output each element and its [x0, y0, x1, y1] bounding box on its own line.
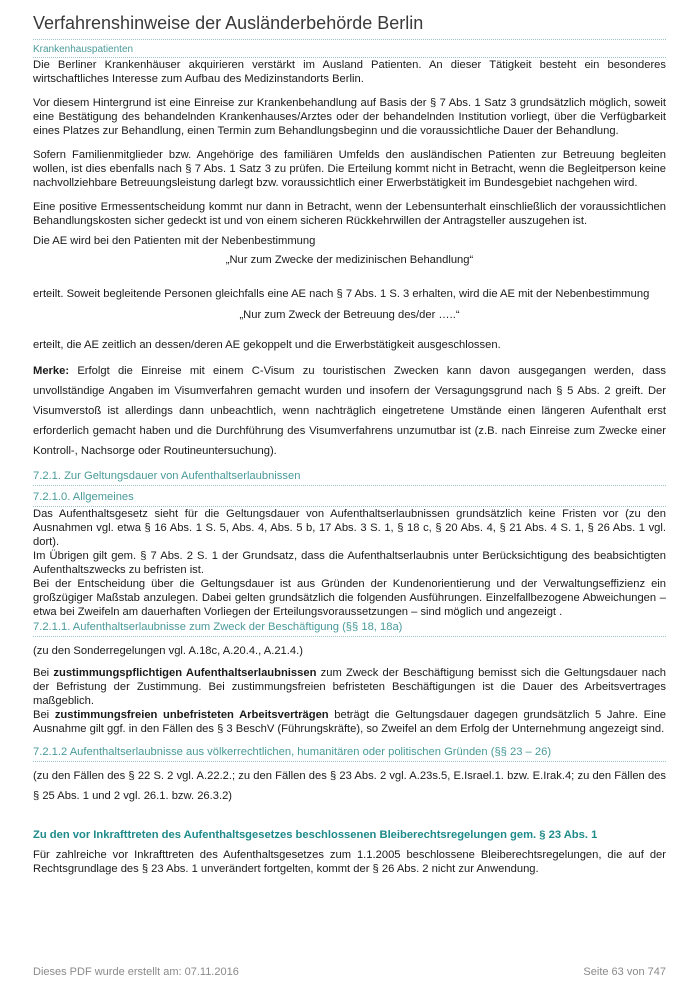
- paragraph-4: Eine positive Ermessentscheidung kommt nur dann in Betracht, wenn der Lebensunterhalt einschließlich der voraussichtlichen Behandlungskosten sicher gedeckt ist und von einem sicheren Rückkehrwillen der Antragsteller auszugehen ist.: [33, 201, 666, 227]
- heading-bleiberecht: Zu den vor Inkrafttreten des Aufenthaltsgesetzes beschlossenen Bleiberechtsregelungen gem. § 23 Abs. 1: [33, 829, 598, 841]
- paragraph-12: Bei zustimmungspflichtigen Aufenthaltserlaubnissen zum Zweck der Beschäftigung bemisst sich die Geltungsdauer nach der Befristung der Zustimmung. Bei zustimmungsfreien befristeten Beschäftigungen ist die Dauer des Arbeitsvertrages maßgeblich.: [33, 667, 666, 707]
- paragraph-6: erteilt. Soweit begleitende Personen gleichfalls eine AE nach § 7 Abs. 1 S. 3 erhalten, wird die AE mit der Nebenbestimmung: [33, 288, 650, 300]
- heading-7-2-1-1: 7.2.1.1. Aufenthaltserlaubnisse zum Zweck der Beschäftigung (§§ 18, 18a): [33, 620, 666, 637]
- document-title: Verfahrenshinweise der Ausländerbehörde Berlin: [33, 13, 424, 33]
- paragraph-5: Die AE wird bei den Patienten mit der Nebenbestimmung: [33, 235, 316, 247]
- quote-medical-treatment: „Nur zum Zwecke der medizinischen Behandlung“: [225, 254, 474, 266]
- paragraph-8: Das Aufenthaltsgesetz sieht für die Geltungsdauer von Aufenthaltserlaubnissen grundsätzlich keine Fristen vor (zu den Ausnahmen vgl. etwa § 16 Abs. 1 S. 5, Abs. 4, Abs. 5 b, 17 Abs. 3 S. 1, § 18 c, § 20 Abs. 4, § 21 Abs. 4 S. 1, § 26 Abs. 1 vgl. dort).: [33, 508, 666, 548]
- heading-7-2-1: 7.2.1. Zur Geltungsdauer von Aufenthaltserlaubnissen: [33, 469, 666, 486]
- bold-term-zustimmungsfrei: zustimmungsfreien unbefristeten Arbeitsverträgen: [54, 709, 329, 721]
- paragraph-9: Im Übrigen gilt gem. § 7 Abs. 2 S. 1 der Grundsatz, dass die Aufenthaltserlaubnis unter Berücksichtigung des beabsichtigten Aufenthaltszwecks zu befristen ist.: [33, 550, 666, 576]
- bold-term-zustimmungspflichtig: zustimmungspflichtigen Aufenthaltserlaubnissen: [53, 667, 317, 679]
- paragraph-10: Bei der Entscheidung über die Geltungsdauer ist aus Gründen der Kundenorientierung und der Verwaltungseffizienz ein großzügiger Maßstab anzulegen. Dabei gelten grundsätzlich die folgenden Ausführungen. Einzelfallbezogene Abweichungen – etwa bei Zweifeln am dauerhaften Vorliegen der Erteilungsvoraussetzungen – sind möglich und angezeigt .: [33, 578, 666, 618]
- quote-care: „Nur zum Zweck der Betreuung des/der …..“: [239, 309, 460, 321]
- heading-7-2-1-2: 7.2.1.2 Aufenthaltserlaubnisse aus völkerrechtlichen, humanitären oder politischen Gründen (§§ 23 – 26): [33, 745, 666, 762]
- paragraph-15: Für zahlreiche vor Inkrafttreten des Aufenthaltsgesetzes zum 1.1.2005 beschlossene Bleiberechtsregelungen, die auf der Rechtsgrundlage des § 23 Abs. 1 unverändert fortgelten, kommt der § 26 Abs. 2 nicht zur Anwendung.: [33, 849, 666, 875]
- paragraph-14: (zu den Fällen des § 22 S. 2 vgl. A.22.2.; zu den Fällen des § 23 Abs. 2 vgl. A.23s.5, E.Israel.1. bzw. E.Irak.4; zu den Fällen des § 25 Abs. 1 und 2 vgl. 26.1. bzw. 26.3.2): [33, 770, 666, 802]
- paragraph-1: Die Berliner Krankenhäuser akquirieren verstärkt im Ausland Patienten. An dieser Tätigkeit besteht ein besonderes wirtschaftliches Interesse zum Aufbau des Medizinstandorts Berlin.: [33, 59, 666, 85]
- paragraph-7: erteilt, die AE zeitlich an dessen/deren AE gekoppelt und die Erwerbstätigkeit ausgeschlossen.: [33, 339, 501, 351]
- title-divider: [33, 39, 666, 40]
- paragraph-3: Sofern Familienmitglieder bzw. Angehörige des familiären Umfelds den ausländischen Patienten zur Betreuung begleiten wollen, ist dies ebenfalls nach § 7 Abs. 1 Satz 3 zu prüfen. Die Erteilung kommt nicht in Betracht, wenn die Begleitperson keine nachvollziehbare Betreuungsleistung darlegt bzw. voraussichtlich einer Erwerbstätigkeit im Bundesgebiet nachgehen wird.: [33, 149, 666, 189]
- document-page: [33, 0, 666, 990]
- paragraph-11: (zu den Sonderregelungen vgl. A.18c, A.20.4., A.21.4.): [33, 645, 303, 657]
- paragraph-13: Bei zustimmungsfreien unbefristeten Arbeitsverträgen beträgt die Geltungsdauer dagegen grundsätzlich 5 Jahre. Eine Ausnahme gilt ggf. in den Fällen des § 3 BeschV (Führungskräfte), so Zweifel an dem Erfolg der Unternehmung angezeigt sind.: [33, 709, 667, 735]
- section-label: Krankenhauspatienten: [33, 44, 666, 58]
- heading-7-2-1-0: 7.2.1.0. Allgemeines: [33, 490, 666, 507]
- footer-page-number: Seite 63 von 747: [583, 966, 666, 978]
- merke-paragraph: [33, 361, 666, 461]
- merke-text: Erfolgt die Einreise mit einem C-Visum zu touristischen Zwecken kann davon ausgegangen werden, dass unvollständige Angaben im Visumverfahren gemacht wurden und insofern der Versagungsgrund nach § 5 Abs. 2 greift. Der Visumverstoß ist allerdings dann unbeachtlich, wenn nachträglich eingetretene Umstände einen längeren Aufenthalt erst erforderlich gemacht haben und die Durchführung des Visumverfahrens unzumutbar ist (z.B. nach Einreise zum Zwecke einer Kontroll-, Nachsorge oder Routineuntersuchung).: [33, 365, 666, 457]
- merke-label: Merke:: [33, 365, 70, 377]
- footer-created-date: Dieses PDF wurde erstellt am: 07.11.2016: [33, 966, 239, 978]
- paragraph-2: Vor diesem Hintergrund ist eine Einreise zur Krankenbehandlung auf Basis der § 7 Abs. 1 Satz 3 grundsätzlich möglich, soweit eine Bestätigung des behandelnden Krankenhauses/Arztes oder der behandelnden Institution vorliegt, über die Verfügbarkeit eines Platzes zur Behandlung, einen Termin zum Behandlungsbeginn und die voraussichtliche Dauer der Behandlung.: [33, 97, 666, 137]
- page-footer: [33, 966, 666, 978]
